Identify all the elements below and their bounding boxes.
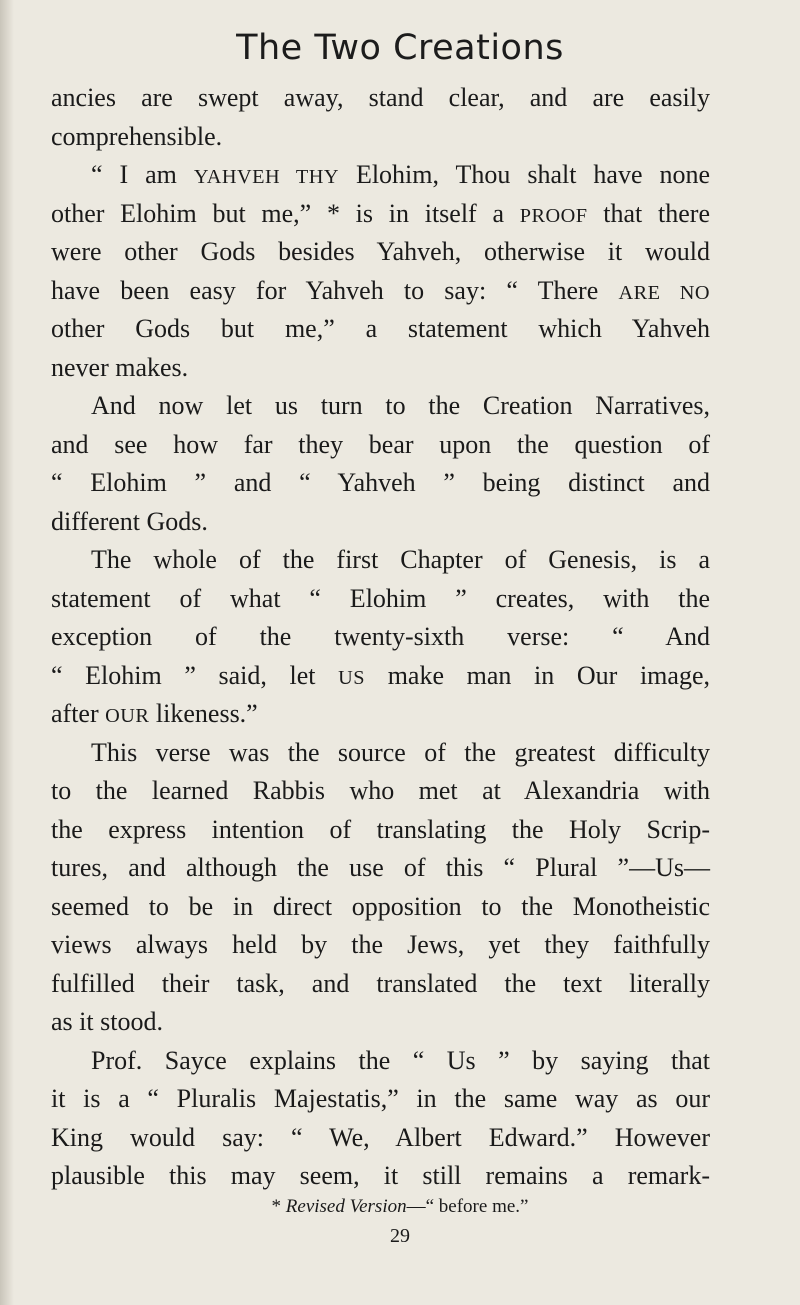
- text-line: comprehensible.: [51, 121, 223, 151]
- footnote-text: —“ before me.”: [406, 1196, 529, 1217]
- text-line: plausible this may seem, it still remains a remark-: [51, 1161, 710, 1190]
- running-head: The Two Creations: [236, 28, 564, 68]
- text-line: views always held by the Jews, yet they faithfully: [51, 930, 710, 959]
- footnote-marker: *: [271, 1196, 286, 1217]
- text-line: Prof. Sayce explains the “ Us ” by saying that: [91, 1045, 710, 1075]
- page-number: 29: [390, 1225, 410, 1247]
- text-line: other Elohim but me,” * is in itself a PROOF that there: [51, 198, 710, 228]
- body-text: [51, 79, 710, 1196]
- footnote: [0, 1193, 800, 1221]
- text-line: the express intention of translating the Holy Scrip-: [51, 814, 710, 844]
- text-line: have been easy for Yahveh to say: “ There ARE NO: [51, 275, 710, 305]
- page-gutter-shadow: [0, 0, 14, 1305]
- text-line: and see how far they bear upon the question of: [51, 429, 710, 459]
- text-line: “ Elohim ” said, let US make man in Our image,: [51, 660, 710, 690]
- text-line: ancies are swept away, stand clear, and are easily: [51, 83, 710, 112]
- text-line: after OUR likeness.”: [51, 699, 258, 728]
- text-line: it is a “ Pluralis Majestatis,” in the same way as our: [51, 1084, 710, 1113]
- text-line: And now let us turn to the Creation Narratives,: [91, 391, 710, 420]
- text-line: “ Elohim ” and “ Yahveh ” being distinct and: [51, 468, 710, 497]
- text-line: statement of what “ Elohim ” creates, with the: [51, 583, 710, 613]
- text-line: “ I am YAHVEH THY Elohim, Thou shalt have none: [91, 160, 710, 189]
- text-line: fulfilled their task, and translated the text literally: [51, 968, 710, 998]
- text-line: were other Gods besides Yahveh, otherwise it would: [51, 237, 710, 266]
- text-line: exception of the twenty-sixth verse: “ And: [51, 622, 710, 651]
- footnote-citation: Revised Version: [285, 1196, 407, 1217]
- text-line: to the learned Rabbis who met at Alexandria with: [51, 776, 710, 805]
- text-line: King would say: “ We, Albert Edward.” However: [51, 1122, 710, 1152]
- text-line: The whole of the first Chapter of Genesis, is a: [91, 545, 710, 574]
- text-line: never makes.: [51, 352, 189, 382]
- text-line: This verse was the source of the greatest difficulty: [91, 737, 710, 767]
- text-line: seemed to be in direct opposition to the Monotheistic: [51, 891, 710, 921]
- text-line: as it stood.: [51, 1007, 163, 1036]
- text-line: tures, and although the use of this “ Plural ”—Us—: [51, 853, 710, 882]
- text-line: different Gods.: [51, 506, 208, 536]
- text-line: other Gods but me,” a statement which Yahveh: [51, 314, 710, 343]
